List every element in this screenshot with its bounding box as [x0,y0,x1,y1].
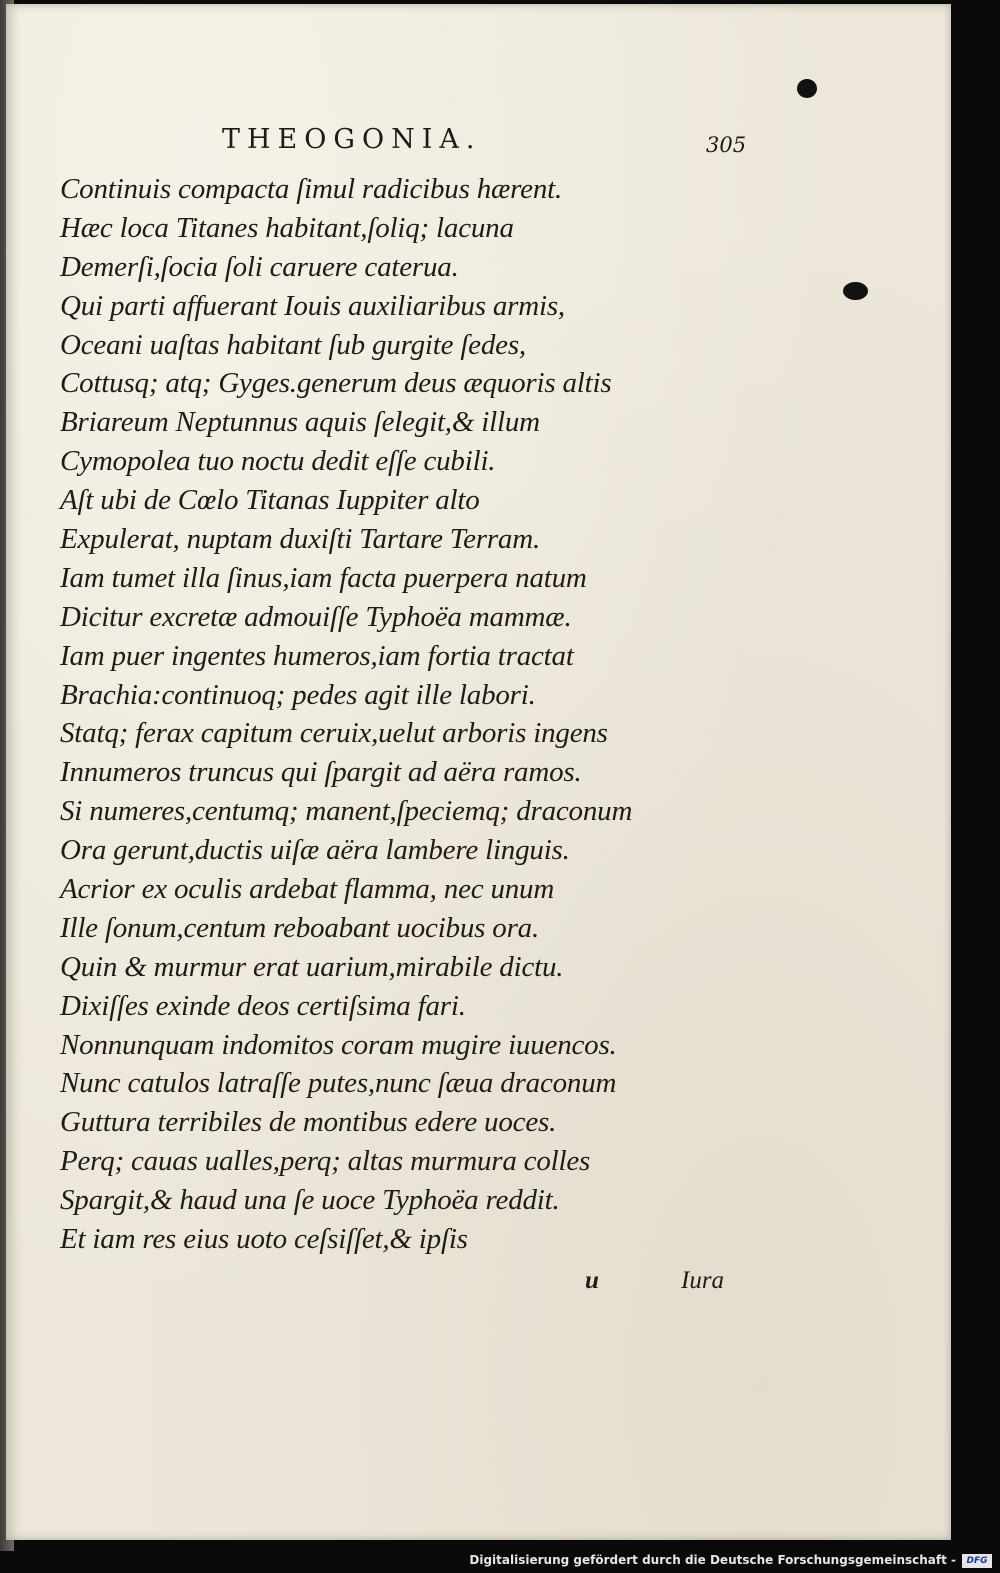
verse-line: Iam tumet illa ſinus,iam facta puerpera natum [60,561,587,594]
digitization-credit: Digitalisierung gefördert durch die Deutsche Forschungsgemeinschaft - [469,1553,956,1567]
verse-line: Ille ſonum,centum reboabant uocibus ora. [60,911,540,944]
verse-line: Iam puer ingentes humeros,iam fortia tractat [60,639,574,672]
verse-line: Perq; cauas ualles,perq; altas murmura colles [60,1145,591,1178]
verse-line: Innumeros truncus qui ſpargit ad aëra ramos. [60,756,582,789]
verse-line: Spargit,& haud una ſe uoce Typhoëa reddit. [60,1184,560,1217]
verse-text-block [60,170,700,1259]
verse-line: Ora gerunt,ductis uiſæ aëra lambere linguis. [60,834,570,867]
verse-line: Nunc catulos latraſſe putes,nunc ſæua draconum [60,1067,617,1100]
paper-hole-mark [843,282,868,300]
verse-line: Si numeres,centumq; manent,ſpeciemq; draconum [60,795,633,828]
verse-line: Quin & murmur erat uarium,mirabile dictu. [60,950,564,983]
verse-line: Qui parti affuerant Iouis auxiliaribus armis, [60,289,565,322]
verse-line: Nonnunquam indomitos coram mugire iuuencos. [60,1028,617,1061]
verse-line: Guttura terribiles de montibus edere uoces. [60,1106,557,1139]
verse-line: Brachia:continuoq; pedes agit ille labori. [60,678,536,711]
signature-mark: u [585,1267,599,1294]
verse-line: Briareum Neptunnus aquis ſelegit,& illum [60,406,540,439]
verse-line: Et iam res eius uoto ceſsiſſet,& ipſis [60,1223,468,1256]
dfg-logo-icon: DFG [962,1554,992,1568]
verse-line: Demerſi,ſocia ſoli caruere caterua. [60,250,459,283]
verse-line: Statq; ferax capitum ceruix,uelut arboris ingens [60,717,608,750]
verse-line: Aſt ubi de Cœlo Titanas Iuppiter alto [60,484,480,517]
verse-line: Expulerat, nuptam duxiſti Tartare Terram. [60,523,540,556]
verse-line: Hæc loca Titanes habitant,ſoliq; lacuna [60,211,514,244]
catchword: Iura [681,1267,725,1294]
verse-line: Dixiſſes exinde deos certiſsima fari. [60,989,466,1022]
verse-line: Acrior ex oculis ardebat flamma, nec unum [60,873,555,906]
verse-line: Oceani uaſtas habitant ſub gurgite ſedes, [60,328,526,361]
verse-line: Dicitur excretæ admouiſſe Typhoëa mammæ. [60,600,572,633]
page-number: 305 [706,133,747,157]
verse-line: Cottusq; atq; Gyges.generum deus æquoris altis [60,367,612,400]
paper-hole-mark [797,79,817,98]
running-head: THEOGONIA. [222,124,482,155]
verse-line: Cymopolea tuo noctu dedit eſſe cubili. [60,445,496,478]
verse-line: Continuis compacta ſimul radicibus hærent. [60,173,563,205]
